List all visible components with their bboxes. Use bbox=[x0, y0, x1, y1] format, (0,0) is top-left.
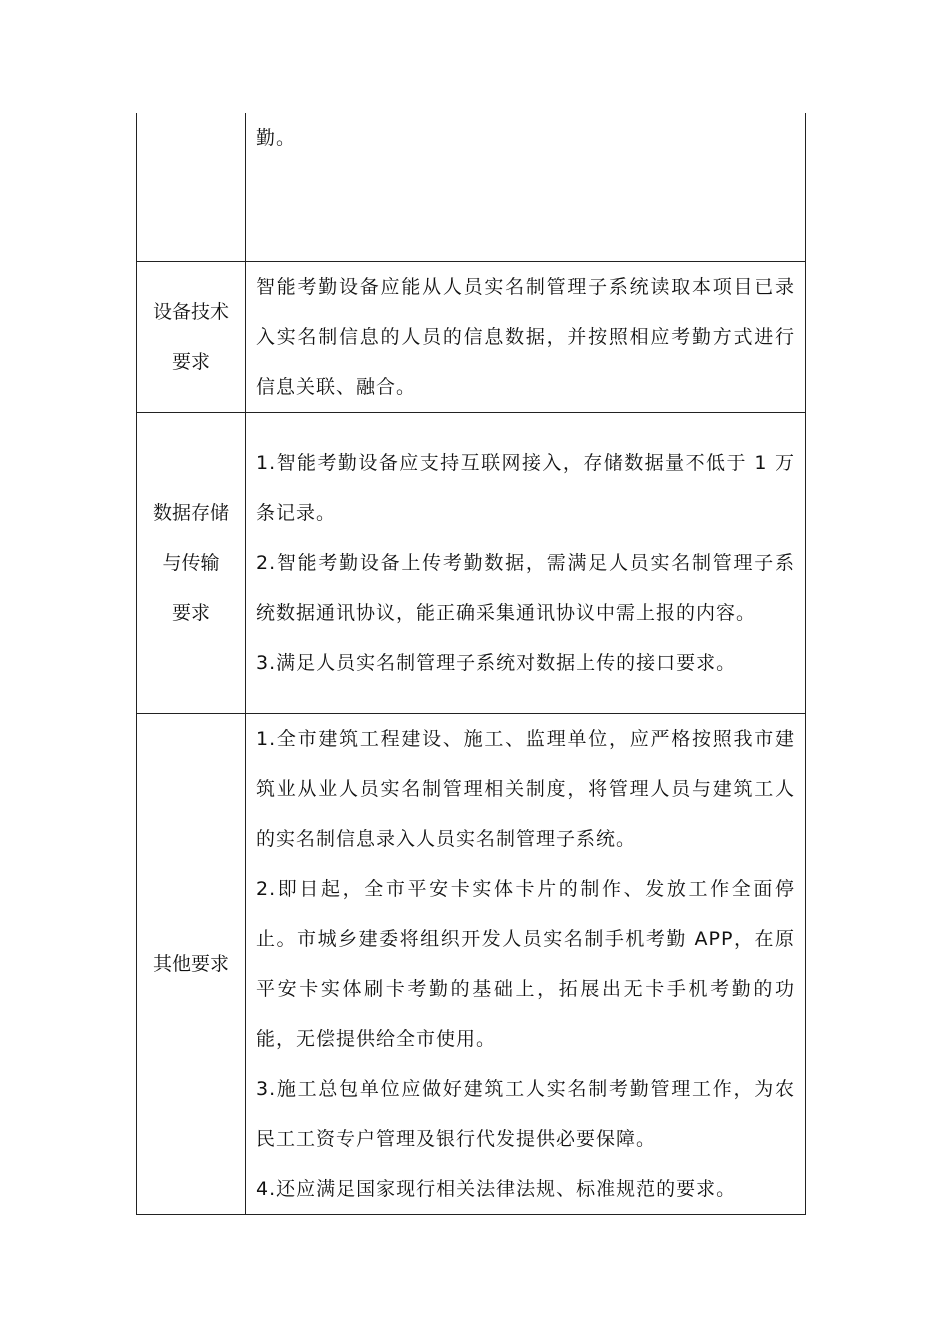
paragraph: 3.满足人员实名制管理子系统对数据上传的接口要求。 bbox=[256, 652, 737, 674]
row-label-line: 设备技术 bbox=[152, 301, 229, 323]
row-label-line: 其他要求 bbox=[152, 953, 229, 975]
row-content-cell bbox=[246, 413, 806, 714]
row-label-line: 数据存储 bbox=[152, 502, 229, 524]
row-content-cell bbox=[246, 262, 806, 413]
paragraph: 智能考勤设备应能从人员实名制管理子系统读取本项目已录入实名制信息的人员的信息数据，并按照相应考勤方式进行信息关联、融合。 bbox=[256, 276, 795, 398]
row-label-line: 要求 bbox=[171, 602, 210, 624]
table-row-storage-requirements bbox=[137, 413, 806, 714]
paragraph: 3.施工总包单位应做好建筑工人实名制考勤管理工作，为农民工工资专户管理及银行代发提供必要保障。 bbox=[256, 1078, 795, 1150]
table-row-other-requirements bbox=[137, 714, 806, 1215]
row-label-line: 与传输 bbox=[162, 552, 220, 574]
paragraph: 2.即日起，全市平安卡实体卡片的制作、发放工作全面停止。市城乡建委将组织开发人员实名制手机考勤 APP，在原平安卡实体刷卡考勤的基础上，拓展出无卡手机考勤的功能，无偿提供给全市使用。 bbox=[256, 878, 795, 1050]
row-label-cell bbox=[137, 413, 246, 714]
row-content-cell bbox=[246, 714, 806, 1215]
paragraph: 2.智能考勤设备上传考勤数据，需满足人员实名制管理子系统数据通讯协议，能正确采集通讯协议中需上报的内容。 bbox=[256, 552, 795, 624]
paragraph: 勤。 bbox=[256, 127, 297, 149]
row-label-cell bbox=[137, 262, 246, 413]
table-row-device-requirements bbox=[137, 262, 806, 413]
row-content-cell bbox=[246, 113, 806, 262]
paragraph: 1.全市建筑工程建设、施工、监理单位，应严格按照我市建筑业从业人员实名制管理相关制度，将管理人员与建筑工人的实名制信息录入人员实名制管理子系统。 bbox=[256, 728, 795, 850]
row-label-cell bbox=[137, 714, 246, 1215]
paragraph: 4.还应满足国家现行相关法律法规、标准规范的要求。 bbox=[256, 1178, 737, 1200]
table-row-continuation bbox=[137, 113, 806, 262]
requirements-table bbox=[136, 113, 806, 1215]
row-label-line: 要求 bbox=[171, 351, 210, 373]
row-label-cell bbox=[137, 113, 246, 262]
paragraph: 1.智能考勤设备应支持互联网接入，存储数据量不低于 1 万条记录。 bbox=[256, 452, 795, 524]
